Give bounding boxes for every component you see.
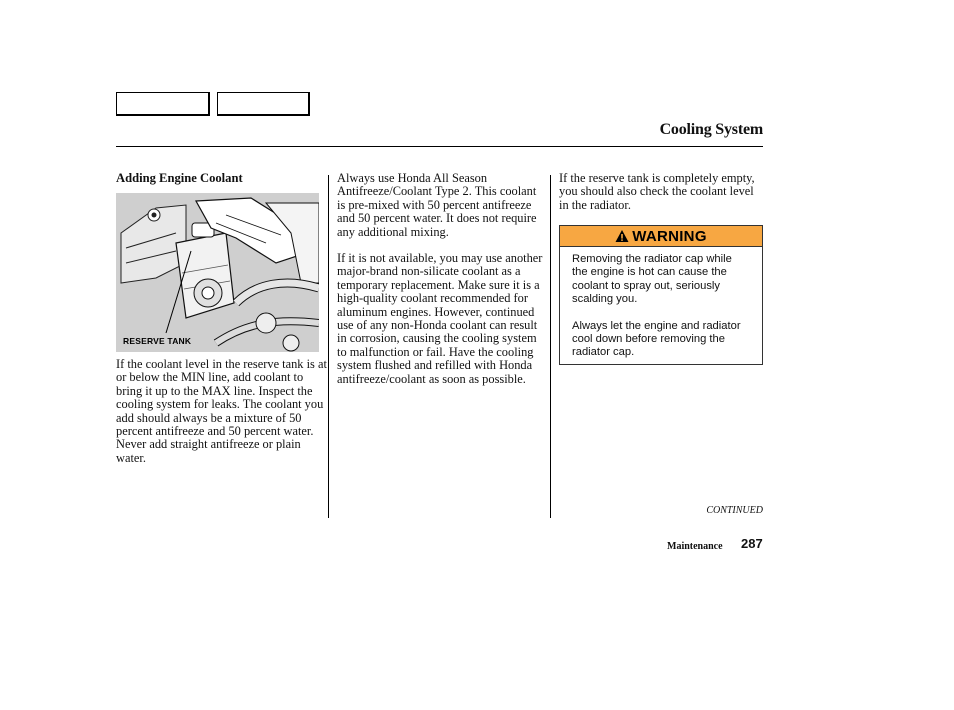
- warning-paragraph-2: Always let the engine and radiator cool down before removing the radiator cap.: [572, 319, 741, 359]
- title-divider: [116, 146, 763, 147]
- nav-button-next[interactable]: [217, 92, 310, 116]
- right-column: [559, 172, 763, 212]
- page-title: Cooling System: [659, 121, 763, 138]
- footer-section-name: Maintenance: [667, 541, 723, 552]
- continued-label: CONTINUED: [706, 505, 763, 516]
- warning-box: [559, 225, 763, 365]
- warning-header: [560, 226, 762, 247]
- section-heading: Adding Engine Coolant: [116, 171, 243, 185]
- warning-label: WARNING: [632, 227, 707, 245]
- page-number: 287: [741, 536, 763, 551]
- right-paragraph: If the reserve tank is completely empty, you should also check the coolant level in the radiator.: [559, 171, 755, 212]
- column-divider-2: [550, 175, 551, 518]
- middle-column: [337, 172, 547, 386]
- warning-paragraph-1: Removing the radiator cap while the engine is hot can cause the coolant to spray out, seriously scalding you.: [572, 253, 732, 306]
- left-paragraph: If the coolant level in the reserve tank is at or below the MIN line, add coolant to bring it up to the MAX line. Inspect the cooling system for leaks. The coolant you add should always be a mixture of 50 percent antifreeze and 50 percent water. Never add straight antifreeze or plain water.: [116, 357, 327, 465]
- middle-paragraph-2: If it is not available, you may use another major-brand non-silicate coolant as a temporary replacement. Make sure it is a high-quality coolant recommended for aluminum engines. However, continued use of any non-Honda coolant can result in corrosion, causing the cooling system to malfunction or fail. Have the cooling system flushed and refilled with Honda antifreeze/coolant as soon as possible.: [337, 251, 543, 386]
- warning-body: [560, 247, 762, 360]
- engine-drawing: [116, 193, 319, 352]
- warning-triangle-icon: [615, 229, 629, 243]
- engine-illustration: [116, 193, 319, 352]
- figure-callout: RESERVE TANK: [123, 336, 192, 346]
- column-divider-1: [328, 175, 329, 518]
- nav-button-previous[interactable]: [116, 92, 210, 116]
- middle-paragraph-1: Always use Honda All Season Antifreeze/Coolant Type 2. This coolant is pre-mixed with 50 percent antifreeze and 50 percent water. It does not require any additional mixing.: [337, 171, 537, 239]
- left-column: [116, 172, 326, 191]
